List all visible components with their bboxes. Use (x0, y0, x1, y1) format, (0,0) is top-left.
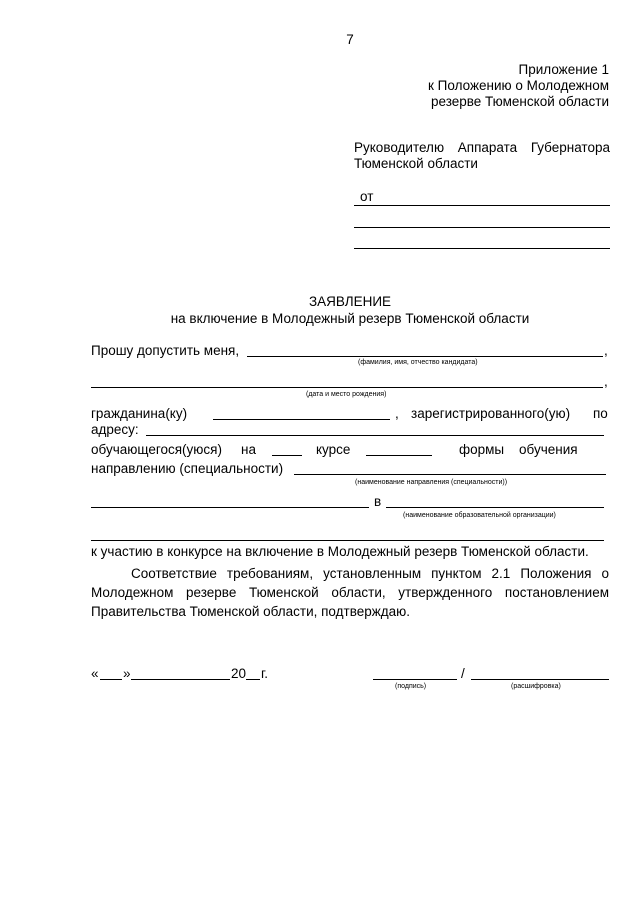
signature-decode-field[interactable] (471, 679, 609, 680)
date-year-suffix: г. (261, 666, 269, 681)
candidate-name-field[interactable] (247, 356, 603, 357)
study-form-field[interactable] (366, 455, 432, 456)
document-subtitle: на включение в Молодежный резерв Тюменской области (170, 311, 530, 326)
study-label: обучения (519, 442, 578, 457)
date-year-field[interactable] (246, 679, 260, 680)
from-line-2[interactable] (354, 227, 610, 228)
in-label: в (374, 494, 382, 509)
from-label: от (360, 189, 374, 204)
date-open-quote: « (91, 666, 99, 681)
appendix-line-1: Приложение 1 (518, 62, 609, 77)
appendix-line-3: резерве Тюменской области (430, 94, 609, 109)
date-close-quote: » (123, 666, 131, 681)
signature-field[interactable] (373, 679, 457, 680)
address-field[interactable] (146, 435, 604, 436)
citizenship-field[interactable] (213, 419, 390, 420)
hint-direction: (наименование направления (специальности)) (355, 479, 508, 486)
confirmation-paragraph: Соответствие требованиям, установленным пунктом 2.1 Положения о Молодежном резерве Тюменской области, утвержденного постановлением Правительства Тюменской области, подтверждаю. (91, 566, 609, 619)
birth-field[interactable] (91, 387, 603, 388)
registered-label: зарегистрированного(ую) (411, 406, 571, 421)
citizen-label: гражданина(ку) (91, 406, 188, 421)
from-line-3[interactable] (354, 248, 610, 249)
date-month-field[interactable] (131, 679, 230, 680)
date-day-field[interactable] (100, 679, 122, 680)
comma-3: , (395, 406, 399, 421)
on-label: на (241, 442, 256, 457)
signature-slash: / (461, 666, 465, 681)
hint-birth: (дата и место рождения) (306, 391, 387, 398)
comma-2: , (604, 374, 608, 389)
hint-candidate-name: (фамилия, имя, отчество кандидата) (358, 359, 478, 366)
addressee-line-2: Тюменской области (354, 156, 478, 171)
course-field[interactable] (272, 455, 302, 456)
organization-field-2[interactable] (386, 507, 604, 508)
course-label: курсе (316, 442, 351, 457)
hint-signature: (подпись) (395, 683, 427, 690)
direction-label: направлению (специальности) (91, 461, 284, 476)
form-label: формы (459, 442, 505, 457)
address-label: адресу: (91, 422, 139, 437)
date-year-prefix: 20 (231, 666, 247, 681)
from-line-1[interactable] (354, 205, 610, 206)
comma-1: , (604, 343, 608, 358)
student-label: обучающегося(уюся) (91, 442, 222, 457)
direction-field[interactable] (294, 474, 606, 475)
document-title: ЗАЯВЛЕНИЕ (308, 294, 392, 309)
hint-organization: (наименование образовательной организации) (403, 512, 556, 519)
addressee-line-1: Руководителю Аппарата Губернатора (354, 140, 610, 155)
by-label: по (593, 406, 608, 421)
page-number: 7 (346, 32, 354, 47)
hint-decode: (расшифровка) (511, 683, 561, 690)
organization-field-1[interactable] (91, 507, 369, 508)
organization-field-3[interactable] (91, 540, 604, 541)
appendix-line-2: к Положению о Молодежном (428, 78, 609, 93)
request-label: Прошу допустить меня, (91, 343, 240, 358)
participation-text: к участию в конкурсе на включение в Молодежный резерв Тюменской области. (91, 544, 589, 559)
